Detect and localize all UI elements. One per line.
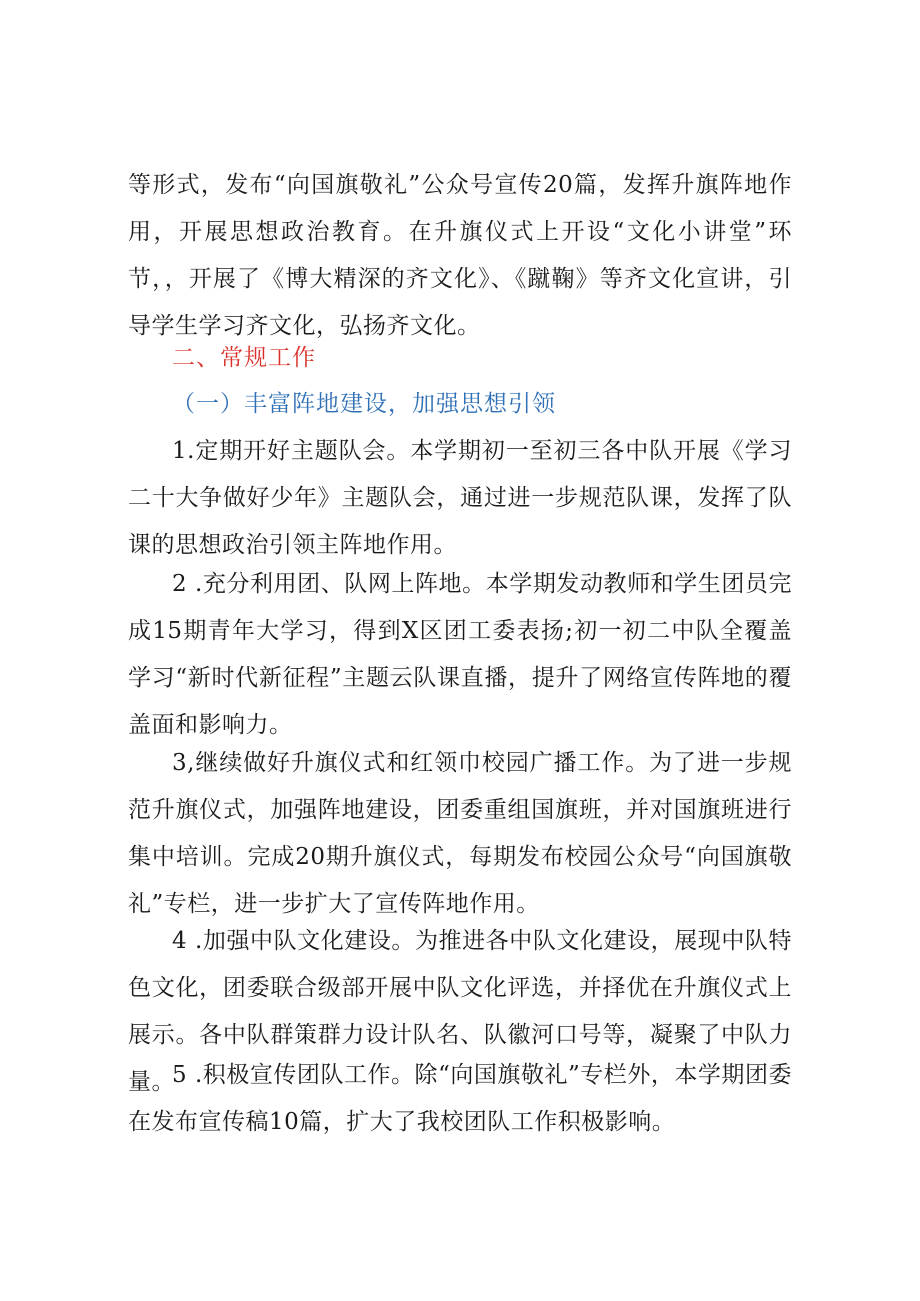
paragraph-1: 1.定期开好主题队会。本学期初一至初三各中队开展《学习二十大争做好少年》主题队会，通过进一步规范队课，发挥了队课的思想政治引领主阵地作用。 bbox=[128, 438, 792, 558]
paragraph-4: 4 .加强中队文化建设。为推进各中队文化建设，展现中队特色文化，团委联合级部开展中队文化评选，并择优在升旗仪式上展示。各中队群策群力设计队名、队徽河口号等，凝聚了中队力量。 bbox=[128, 928, 792, 1095]
paragraph-5: 5 .积极宣传团队工作。除“向国旗敬礼”专栏外，本学期团委在发布宣传稿10篇，扩大了我校团队工作积极影响。 bbox=[128, 1062, 792, 1135]
section-heading: 二、常规工作 bbox=[172, 345, 316, 371]
paragraph-3: 3,继续做好升旗仪式和红领巾校园广播工作。为了进一步规范升旗仪式，加强阵地建设，团委重组国旗班，并对国旗班进行集中培训。完成20期升旗仪式，每期发布校园公众号“向国旗敬礼”专栏，进一步扩大了宣传阵地作用。 bbox=[128, 750, 792, 917]
continuation-paragraph: 等形式，发布“向国旗敬礼”公众号宣传20篇，发挥升旗阵地作用，开展思想政治教育。在升旗仪式上开设“文化小讲堂”环节，，开展了《博大精深的齐文化》、《蹴鞠》等齐文化宣讲，引导学生学习齐文化，弘扬齐文化。 bbox=[128, 172, 792, 339]
subsection-heading: （一）丰富阵地建设，加强思想引领 bbox=[172, 391, 556, 417]
paragraph-2: 2 .充分利用团、队网上阵地。本学期发动教师和学生团员完成15期青年大学习，得到X区团工委表扬;初一初二中队全覆盖学习“新时代新征程”主题云队课直播，提升了网络宣传阵地的覆盖面和影响力。 bbox=[128, 571, 792, 738]
